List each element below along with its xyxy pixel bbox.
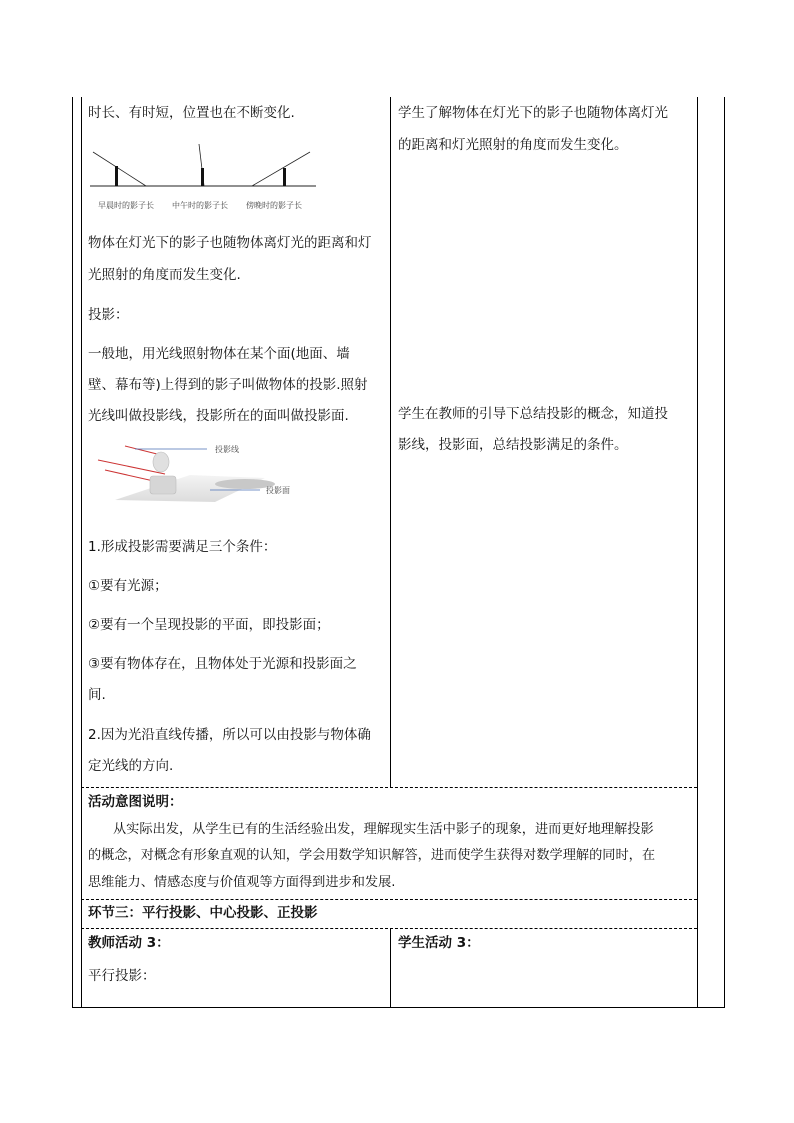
text-line: 思维能力、情感态度与价值观等方面得到进步和发展. <box>88 875 396 890</box>
text-line: ②要有一个呈现投影的平面，即投影面； <box>88 617 330 633</box>
text-line: 学生在教师的引导下总结投影的概念，知道投 <box>398 406 668 422</box>
text-line: 光照射的角度而发生变化. <box>88 267 241 283</box>
section-title-text: 环节三：平行投影、中心投影、正投影 <box>88 905 318 921</box>
text-line: 影线，投影面，总结投影满足的条件。 <box>398 437 628 453</box>
text-line: 从实际出发，从学生已有的生活经验出发，理解现实生活中影子的现象，进而更好地理解投影 <box>113 822 654 837</box>
student-activity-heading: 学生活动 3： <box>398 935 480 951</box>
section-heading: 投影： <box>88 307 129 323</box>
teacher-activity-heading: 教师活动 3： <box>88 935 170 951</box>
figure-label-projection-plane: 投影面 <box>266 486 290 495</box>
text-line: 光线叫做投影线，投影所在的面叫做投影面. <box>88 408 349 424</box>
text-line: 1.形成投影需要满足三个条件： <box>88 539 277 555</box>
text-line: 定光线的方向. <box>88 758 174 774</box>
table-inner-left-border <box>81 97 82 1007</box>
text-line: 一般地，用光线照射物体在某个面(地面、墙 <box>88 346 350 362</box>
shadow-length-figure <box>88 140 318 195</box>
text-line: 的概念，对概念有形象直观的认知，学会用数学知识解答，进而使学生获得对数学理解的同时，在 <box>88 848 656 863</box>
text-line: 学生了解物体在灯光下的影子也随物体离灯光 <box>398 105 668 121</box>
figure-caption: 傍晚时的影子长 <box>246 201 302 210</box>
intent-title: 活动意图说明： <box>88 794 183 810</box>
row-divider <box>81 787 697 788</box>
figure-label-projection-line: 投影线 <box>215 445 239 454</box>
table-inner-right-border <box>697 97 698 1007</box>
text-line: 2.因为光沿直线传播，所以可以由投影与物体确 <box>88 727 371 743</box>
text-line: 物体在灯光下的影子也随物体离灯光的距离和灯 <box>88 235 372 251</box>
section-title <box>88 903 318 923</box>
text-line: ③要有物体存在，且物体处于光源和投影面之 <box>88 656 357 672</box>
row-divider <box>81 899 697 900</box>
text-line: 时长、有时短，位置也在不断变化. <box>88 105 295 121</box>
figure-caption: 早晨时的影子长 <box>98 201 154 210</box>
row-divider <box>81 928 697 929</box>
column-divider-top <box>390 97 391 787</box>
text-line: 壁、幕布等)上得到的影子叫做物体的投影.照射 <box>88 377 368 393</box>
figure-caption: 中午时的影子长 <box>172 201 228 210</box>
text-line: 平行投影： <box>88 968 156 984</box>
text-line: ①要有光源； <box>88 578 168 594</box>
text-line: 的距离和灯光照射的角度而发生变化。 <box>398 137 628 153</box>
column-divider-bottom <box>390 928 391 1007</box>
text-line: 间. <box>88 687 106 703</box>
